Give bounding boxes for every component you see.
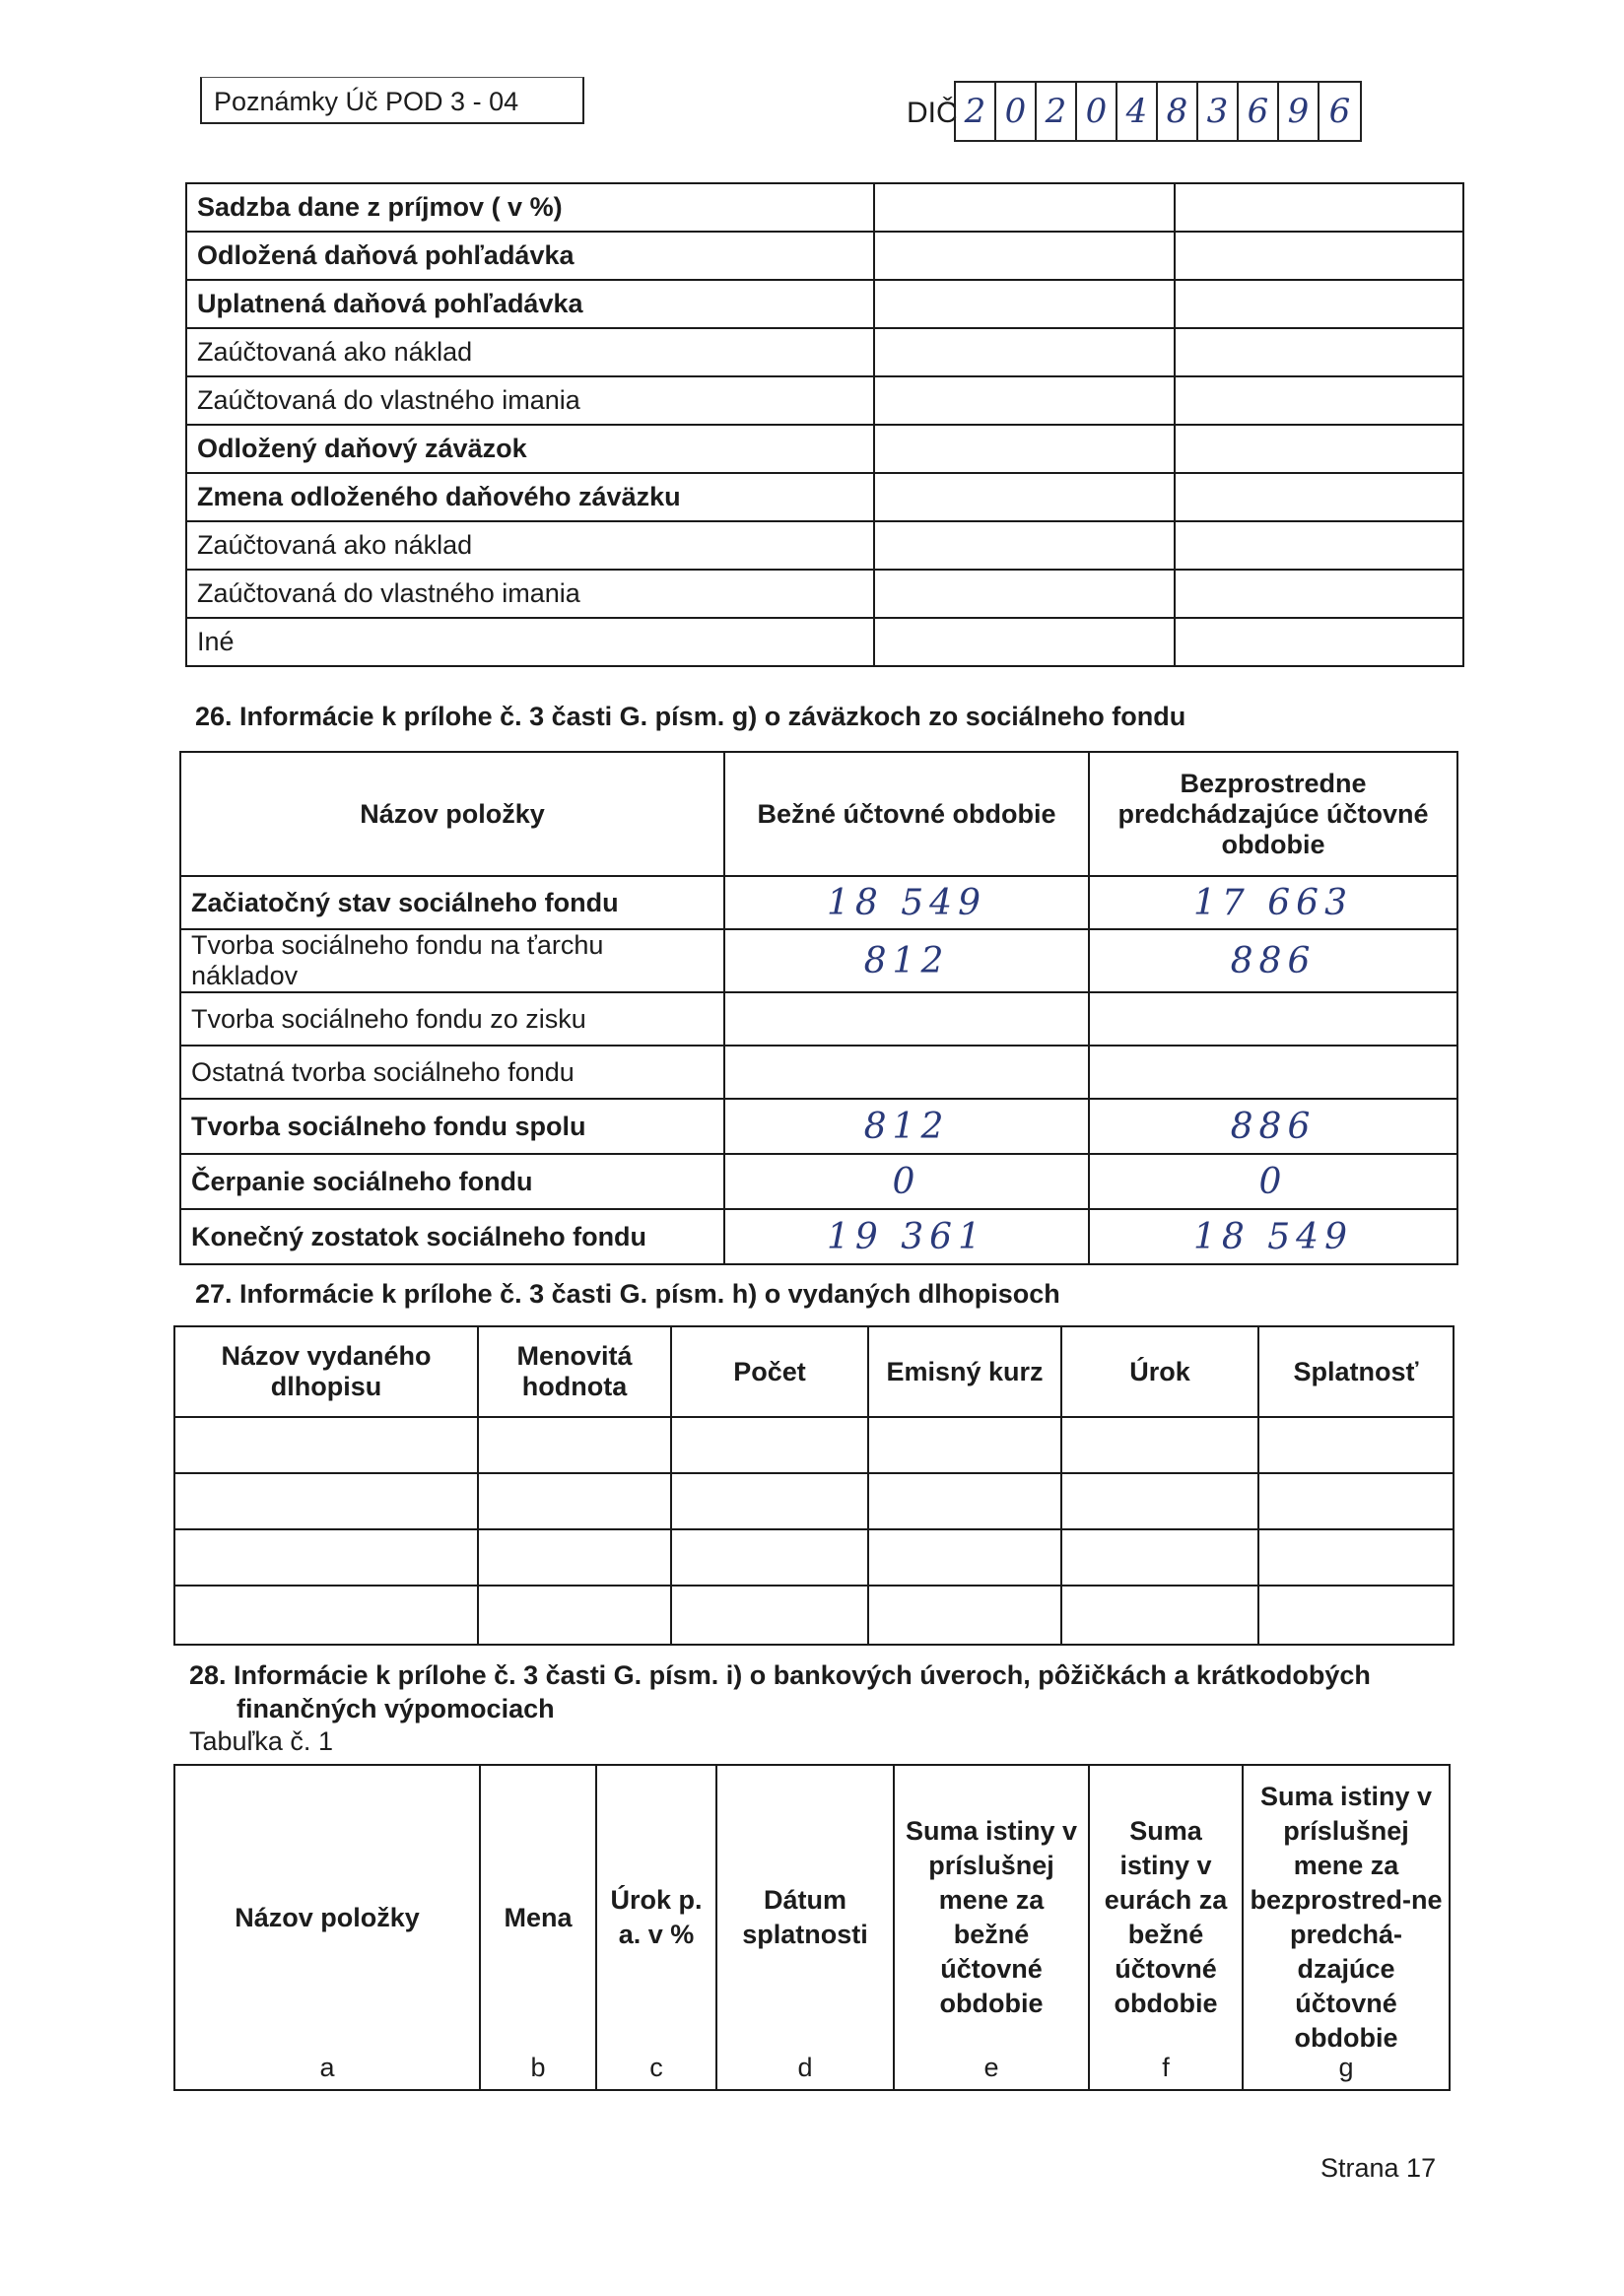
column-letter: c	[649, 2053, 663, 2082]
header-label: Úrok p. a. v %	[610, 1885, 703, 1949]
value-cell	[1175, 183, 1463, 232]
table-row	[180, 1154, 1457, 1209]
value-cell	[874, 183, 1175, 232]
value-cell	[874, 618, 1175, 666]
previous-period-value	[1089, 992, 1457, 1046]
header-label: Suma istiny v príslušnej mene za bezprostred-ne predchá-dzajúce účtovné obdobie	[1250, 1782, 1443, 2053]
dic-digit: 2	[956, 83, 996, 140]
previous-period-value: 17 663	[1089, 876, 1457, 929]
table-row	[186, 328, 1463, 376]
col-header-maturity-date	[716, 1765, 894, 2090]
value-cell	[1175, 570, 1463, 618]
table-caption: Tabuľka č. 1	[189, 1726, 333, 1756]
value-cell	[1175, 425, 1463, 473]
dic-digit: 0	[996, 83, 1037, 140]
bank-loans-table	[173, 1764, 1451, 2091]
table-row	[186, 425, 1463, 473]
deferred-tax-table	[185, 182, 1464, 667]
value-cell	[874, 280, 1175, 328]
row-label: Ostatná tvorba sociálneho fondu	[180, 1046, 724, 1099]
dic-digit: 6	[1239, 83, 1279, 140]
col-header-principal-eur-current	[1089, 1765, 1243, 2090]
value-cell	[1175, 521, 1463, 570]
value-cell	[874, 473, 1175, 521]
table-row	[180, 929, 1457, 992]
table-cell	[868, 1586, 1061, 1645]
row-label: Zaúčtovaná ako náklad	[186, 328, 874, 376]
table-cell	[1061, 1529, 1258, 1586]
value-cell	[874, 570, 1175, 618]
value-cell	[1175, 473, 1463, 521]
column-letter: a	[319, 2053, 335, 2082]
row-label: Zaúčtovaná do vlastného imania	[186, 570, 874, 618]
table-cell	[671, 1529, 868, 1586]
row-label: Začiatočný stav sociálneho fondu	[180, 876, 724, 929]
previous-period-value: 886	[1089, 1099, 1457, 1154]
dic-digit: 3	[1198, 83, 1239, 140]
row-label: Tvorba sociálneho fondu zo zisku	[180, 992, 724, 1046]
row-label: Zmena odloženého daňového záväzku	[186, 473, 874, 521]
column-letter: g	[1338, 2053, 1354, 2082]
table-row	[186, 618, 1463, 666]
value-cell	[874, 376, 1175, 425]
row-label: Uplatnená daňová pohľadávka	[186, 280, 874, 328]
row-label: Tvorba sociálneho fondu na ťarchu nákladov	[180, 929, 724, 992]
dic-label: DIČ	[907, 97, 958, 129]
current-period-value: 19 361	[724, 1209, 1089, 1264]
value-cell	[874, 232, 1175, 280]
header-label: Dátum splatnosti	[742, 1885, 868, 1949]
table-row	[180, 876, 1457, 929]
current-period-value: 812	[724, 1099, 1089, 1154]
bonds-table	[173, 1325, 1455, 1646]
col-header-currency	[480, 1765, 596, 2090]
table-row	[180, 1046, 1457, 1099]
table-cell	[1061, 1417, 1258, 1473]
table-cell	[1258, 1529, 1454, 1586]
header-label: Suma istiny v eurách za bežné účtovné obdobie	[1104, 1816, 1228, 2018]
section-27-title: 27. Informácie k prílohe č. 3 časti G. písm. h) o vydaných dlhopisoch	[195, 1279, 1060, 1309]
table-cell	[1061, 1586, 1258, 1645]
row-label: Tvorba sociálneho fondu spolu	[180, 1099, 724, 1154]
dic-digit: 8	[1158, 83, 1198, 140]
row-label: Odložená daňová pohľadávka	[186, 232, 874, 280]
table-cell	[1061, 1473, 1258, 1529]
col-header-principal-currency-current	[894, 1765, 1089, 2090]
section-28-title-line1: 28. Informácie k prílohe č. 3 časti G. písm. i) o bankových úveroch, pôžičkách a krátkodobých	[189, 1660, 1371, 1690]
row-label: Zaúčtovaná do vlastného imania	[186, 376, 874, 425]
table-cell	[478, 1417, 671, 1473]
col-header-bond-name: Názov vydaného dlhopisu	[174, 1326, 478, 1417]
col-header-count: Počet	[671, 1326, 868, 1417]
value-cell	[1175, 232, 1463, 280]
table-cell	[1258, 1586, 1454, 1645]
table-row	[180, 1209, 1457, 1264]
row-label: Zaúčtovaná ako náklad	[186, 521, 874, 570]
dic-digit: 0	[1077, 83, 1117, 140]
previous-period-value: 0	[1089, 1154, 1457, 1209]
row-label: Iné	[186, 618, 874, 666]
row-label: Konečný zostatok sociálneho fondu	[180, 1209, 724, 1264]
dic-digit: 2	[1037, 83, 1077, 140]
value-cell	[1175, 328, 1463, 376]
table-cell	[174, 1417, 478, 1473]
table-cell	[174, 1586, 478, 1645]
previous-period-value: 886	[1089, 929, 1457, 992]
header-label: Názov položky	[235, 1902, 420, 1932]
table-row	[186, 570, 1463, 618]
table-row	[186, 473, 1463, 521]
header-label: Mena	[504, 1902, 573, 1932]
table-cell	[478, 1529, 671, 1586]
table-row	[186, 280, 1463, 328]
current-period-value	[724, 992, 1089, 1046]
value-cell	[874, 425, 1175, 473]
col-header-item-name	[174, 1765, 480, 2090]
dic-digit: 9	[1279, 83, 1320, 140]
section-28-title-line2: finančných výpomociach	[237, 1694, 555, 1723]
header-label: Suma istiny v príslušnej mene za bežné účtovné obdobie	[905, 1816, 1078, 2018]
dic-digit: 4	[1117, 83, 1158, 140]
table-cell	[868, 1473, 1061, 1529]
current-period-value: 18 549	[724, 876, 1089, 929]
table-cell	[671, 1417, 868, 1473]
table-cell	[671, 1586, 868, 1645]
col-header-interest-rate	[596, 1765, 716, 2090]
previous-period-value: 18 549	[1089, 1209, 1457, 1264]
table-cell	[478, 1473, 671, 1529]
form-id: Poznámky Úč POD 3 - 04	[200, 77, 584, 124]
table-row	[180, 1099, 1457, 1154]
value-cell	[1175, 618, 1463, 666]
table-row	[186, 232, 1463, 280]
current-period-value	[724, 1046, 1089, 1099]
table-cell	[174, 1473, 478, 1529]
value-cell	[874, 521, 1175, 570]
col-header-nominal-value: Menovitá hodnota	[478, 1326, 671, 1417]
social-fund-table	[179, 751, 1458, 1265]
table-cell	[174, 1529, 478, 1586]
row-label: Čerpanie sociálneho fondu	[180, 1154, 724, 1209]
page-number: Strana 17	[1320, 2153, 1437, 2183]
column-letter: e	[983, 2053, 999, 2082]
value-cell	[1175, 280, 1463, 328]
table-cell	[1258, 1473, 1454, 1529]
col-header-current-period: Bežné účtovné obdobie	[724, 752, 1089, 876]
section-28-title	[189, 1658, 1470, 1725]
table-cell	[478, 1586, 671, 1645]
section-26-title: 26. Informácie k prílohe č. 3 časti G. písm. g) o záväzkoch zo sociálneho fondu	[195, 702, 1186, 731]
table-cell	[868, 1529, 1061, 1586]
current-period-value: 812	[724, 929, 1089, 992]
dic-digit: 6	[1328, 92, 1351, 131]
value-cell	[1175, 376, 1463, 425]
table-cell	[671, 1473, 868, 1529]
table-cell	[1258, 1417, 1454, 1473]
row-label: Odložený daňový záväzok	[186, 425, 874, 473]
column-letter: f	[1162, 2053, 1170, 2082]
table-row	[180, 992, 1457, 1046]
previous-period-value	[1089, 1046, 1457, 1099]
table-row	[186, 376, 1463, 425]
column-letter: d	[797, 2053, 813, 2082]
value-cell	[874, 328, 1175, 376]
table-row	[186, 183, 1463, 232]
col-header-maturity: Splatnosť	[1258, 1326, 1454, 1417]
col-header-previous-period: Bezprostredne predchádzajúce účtovné obdobie	[1089, 752, 1457, 876]
row-label: Sadzba dane z príjmov ( v %)	[186, 183, 874, 232]
table-cell	[868, 1417, 1061, 1473]
current-period-value: 0	[724, 1154, 1089, 1209]
dic-boxes	[954, 81, 1362, 142]
col-header-interest: Úrok	[1061, 1326, 1258, 1417]
col-header-principal-currency-previous	[1243, 1765, 1450, 2090]
col-header-issue-price: Emisný kurz	[868, 1326, 1061, 1417]
table-row	[186, 521, 1463, 570]
column-letter: b	[530, 2053, 546, 2082]
col-header-item-name: Názov položky	[180, 752, 724, 876]
